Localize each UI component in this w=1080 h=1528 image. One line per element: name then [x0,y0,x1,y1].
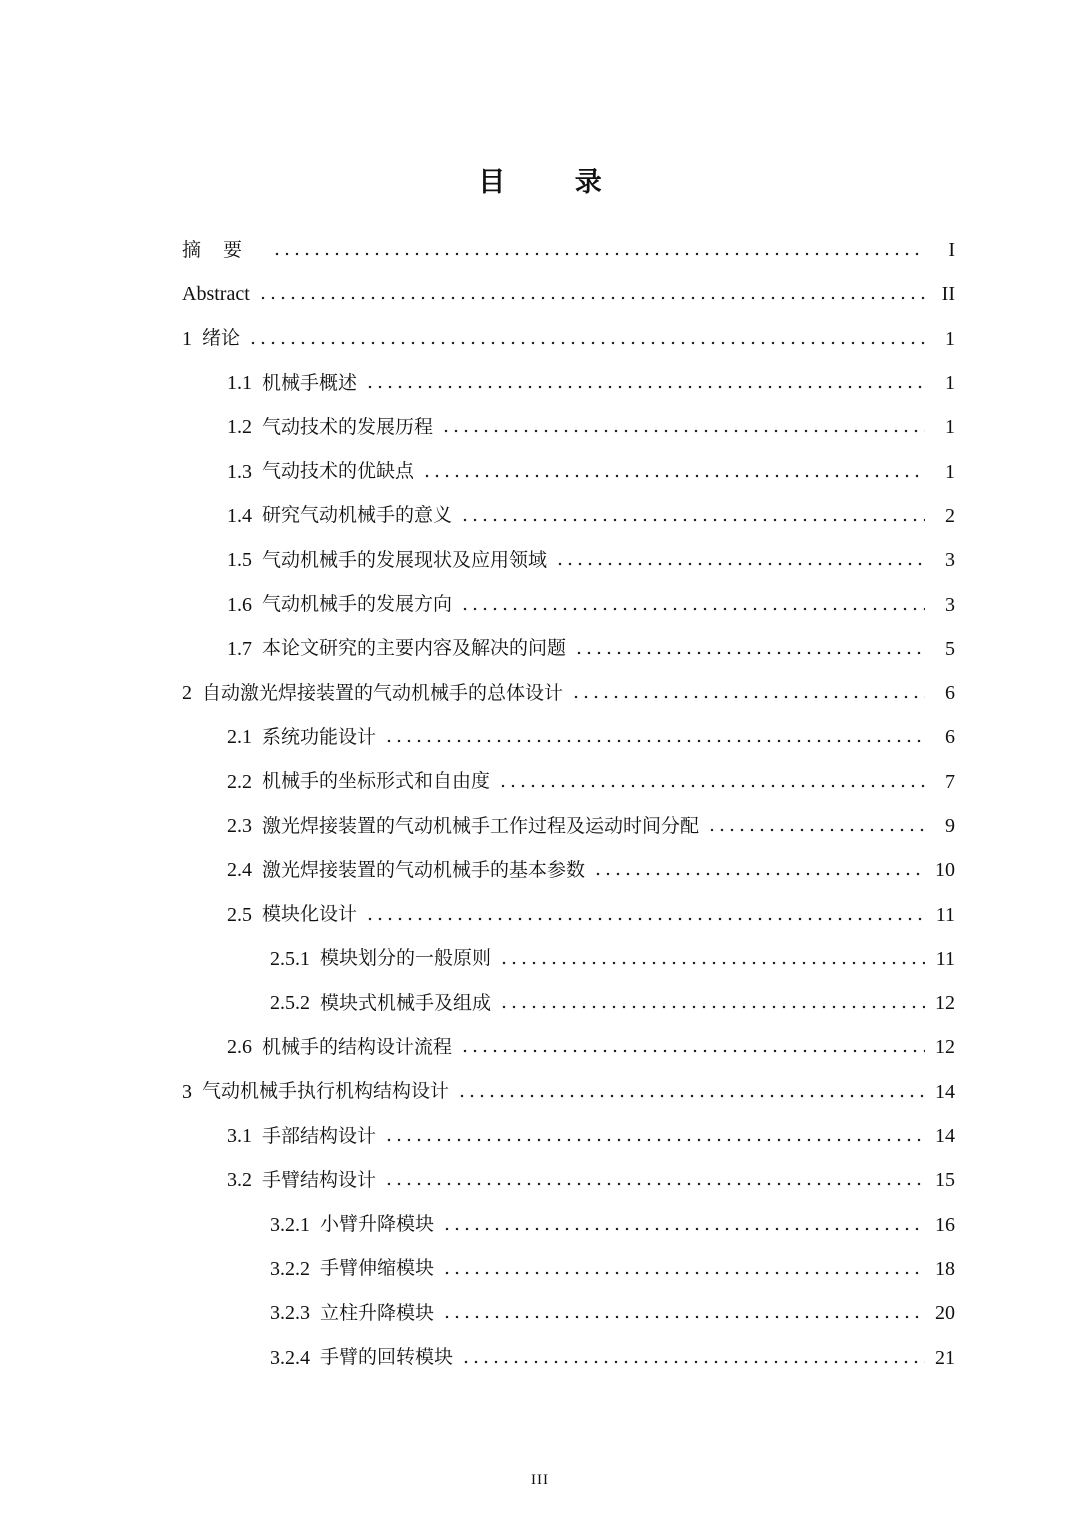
toc-entry-title: 气动机械手的发展方向 [262,593,453,616]
toc-entry-title: 立柱升降模块 [320,1301,435,1324]
toc-entry-label [270,1303,434,1323]
toc-entry[interactable] [0,1335,1080,1379]
toc-entry-title: 绪论 [202,327,241,350]
toc-entry-number: 1.2 [227,416,252,439]
toc-entry-label [270,1259,434,1279]
toc-dot-leader [555,562,925,566]
toc-entry[interactable] [0,1291,1080,1335]
toc-entry[interactable] [0,1203,1080,1247]
toc-entry-page: 2 [945,504,955,527]
toc-dot-leader [365,917,925,921]
toc-entry-number: 1.3 [227,460,252,483]
toc-entry-number: 2.5.2 [270,992,310,1015]
toc-entry-number: 2 [182,682,192,705]
toc-entry[interactable] [0,449,1080,493]
toc-entry-title: 机械手的坐标形式和自由度 [262,770,491,793]
toc-entry-title: 气动技术的发展历程 [262,415,434,438]
toc-entry-page: 1 [945,416,955,439]
toc-entry-label [227,506,452,526]
toc-entry-label [182,284,250,304]
toc-dot-leader [248,341,925,345]
toc-dot-leader [574,651,925,655]
toc-entry-number: 2.6 [227,1036,252,1059]
toc-entry-page: 15 [935,1169,955,1192]
toc-entry-page: 10 [935,859,955,882]
toc-dot-leader [272,252,925,256]
toc-entry-label [227,905,357,925]
toc-entry-page: 7 [945,770,955,793]
toc-entry-number: 1.5 [227,549,252,572]
toc-dot-leader [461,1360,925,1364]
toc-entry[interactable] [0,671,1080,715]
toc-entry[interactable] [0,1158,1080,1202]
toc-entry[interactable] [0,760,1080,804]
toc-entry-title: 模块化设计 [262,903,358,926]
toc-entry-page: 21 [935,1346,955,1369]
toc-entry-title: 机械手概述 [262,371,358,394]
toc-entry[interactable] [0,582,1080,626]
toc-entry-label [227,772,490,792]
toc-entry-label [227,816,699,836]
toc-entry-page: 14 [935,1080,955,1103]
toc-entry-page: 1 [945,372,955,395]
toc-entry[interactable] [0,981,1080,1025]
toc-entry-page: I [948,239,955,262]
toc-entry-page: 1 [945,327,955,350]
toc-entry-title: 手部结构设计 [262,1124,377,1147]
toc-dot-leader [442,1315,925,1319]
toc-entry-page: 3 [945,593,955,616]
toc-entry-label [227,595,452,615]
toc-entry[interactable] [0,494,1080,538]
toc-entry-label [227,639,566,659]
toc-entry-page: 3 [945,549,955,572]
toc-entry-number: 3.2 [227,1169,252,1192]
toc-entry-number: 2.5 [227,903,252,926]
toc-entry-label [227,550,547,570]
toc-entry-number: 3.1 [227,1125,252,1148]
toc-entry-number: 1.7 [227,637,252,660]
toc-dot-leader [593,872,925,876]
toc-entry-title: 摘要 [182,238,265,261]
toc-entry-page: 12 [935,992,955,1015]
toc-entry-number: 3.2.3 [270,1302,310,1325]
toc-dot-leader [499,961,925,965]
toc-entry-page: 6 [945,726,955,749]
toc-entry-title: Abstract [182,283,250,306]
toc-entry-label [182,683,563,703]
toc-entry-title: 气动机械手的发展现状及应用领域 [262,548,548,571]
toc-entry-page: 14 [935,1125,955,1148]
toc-entry-number: 1.6 [227,593,252,616]
toc-dot-leader [384,1138,925,1142]
toc-entry-number: 2.4 [227,859,252,882]
toc-entry-page: 20 [935,1302,955,1325]
toc-dot-leader [498,784,925,788]
toc-entry-number: 3.2.1 [270,1213,310,1236]
toc-entry-title: 手臂伸缩模块 [320,1257,435,1280]
toc-dot-leader [707,828,925,832]
toc-entry[interactable] [0,538,1080,582]
toc-entry-number: 1.1 [227,372,252,395]
toc-entry-label [227,1170,376,1190]
toc-entry[interactable] [0,317,1080,361]
page-title: 目 录 [478,167,632,198]
toc-entry-label [182,329,240,349]
toc-dot-leader [384,1182,925,1186]
toc-entry-number: 1 [182,327,192,350]
toc-entry-title: 激光焊接装置的气动机械手的基本参数 [262,858,586,881]
toc-entry-number: 2.1 [227,726,252,749]
toc-entry-title: 本论文研究的主要内容及解决的问题 [262,637,567,660]
toc-entry[interactable] [0,715,1080,759]
toc-dot-leader [422,474,925,478]
toc-dot-leader [442,1227,925,1231]
toc-entry[interactable] [0,1247,1080,1291]
toc-entry-label [227,417,433,437]
toc-entry-number: 3.2.4 [270,1346,310,1369]
toc-entry-label [182,238,265,261]
toc-entry[interactable] [0,848,1080,892]
toc-entry-number: 3.2.2 [270,1257,310,1280]
toc-entry-title: 模块式机械手及组成 [320,991,492,1014]
toc-entry[interactable] [0,892,1080,936]
toc-dot-leader [460,1049,925,1053]
toc-entry-label [227,1037,452,1057]
toc-entry-number: 2.5.1 [270,947,310,970]
toc-entry-title: 气动机械手执行机构结构设计 [202,1080,450,1103]
toc-dot-leader [457,1094,925,1098]
toc-entry[interactable] [0,272,1080,316]
toc-entry[interactable] [0,804,1080,848]
toc-entry-page: 1 [945,460,955,483]
toc-dot-leader [571,695,925,699]
toc-entry-label [227,373,357,393]
toc-entry-page: 16 [935,1213,955,1236]
toc-dot-leader [442,1271,925,1275]
toc-entry-page: 11 [935,903,955,926]
toc-entry-number: 2.3 [227,815,252,837]
toc-entry-title: 手臂的回转模块 [320,1346,454,1369]
toc-entry-page: II [941,283,955,306]
toc-entry-label [270,949,491,969]
toc-dot-leader [365,385,925,389]
toc-dot-leader [460,518,925,522]
toc-entry-label [270,993,491,1013]
toc-entry-title: 研究气动机械手的意义 [262,504,453,527]
toc-entry-page: 18 [935,1257,955,1280]
toc-entry-label [227,860,585,880]
toc-entry-label [227,462,414,482]
toc-entry-title: 小臂升降模块 [320,1213,435,1236]
toc-entry-title: 手臂结构设计 [262,1168,377,1191]
toc-dot-leader [258,296,925,300]
table-of-contents [0,228,1080,1380]
toc-entry-title: 系统功能设计 [262,725,377,748]
toc-entry-title: 气动技术的优缺点 [262,460,415,483]
toc-entry-page: 12 [935,1036,955,1059]
toc-entry-page: 5 [945,637,955,660]
page-number-footer: III [531,1472,549,1488]
toc-entry-number: 1.4 [227,504,252,527]
toc-entry-page: 9 [945,815,955,837]
toc-entry[interactable] [0,1114,1080,1158]
toc-entry-title: 激光焊接装置的气动机械手工作过程及运动时间分配 [262,814,700,837]
toc-entry[interactable] [0,361,1080,405]
toc-entry[interactable] [0,1025,1080,1069]
toc-entry[interactable] [0,1070,1080,1114]
toc-dot-leader [384,739,925,743]
toc-entry-label [227,727,376,747]
toc-entry-label [227,1126,376,1146]
toc-entry[interactable] [0,405,1080,449]
toc-entry-title: 模块划分的一般原则 [320,947,492,970]
toc-entry-page: 6 [945,682,955,705]
toc-entry[interactable] [0,228,1080,272]
toc-entry-label [270,1348,453,1368]
toc-dot-leader [499,1005,925,1009]
toc-entry[interactable] [0,627,1080,671]
toc-dot-leader [460,607,925,611]
toc-entry-title: 机械手的结构设计流程 [262,1035,453,1058]
toc-entry-label [182,1082,449,1102]
toc-entry-page: 11 [935,947,955,970]
toc-entry-title: 自动激光焊接装置的气动机械手的总体设计 [202,681,564,704]
toc-dot-leader [441,429,925,433]
toc-entry[interactable] [0,937,1080,981]
toc-entry-number: 3 [182,1080,192,1103]
toc-entry-label [270,1215,434,1235]
toc-entry-number: 2.2 [227,770,252,793]
